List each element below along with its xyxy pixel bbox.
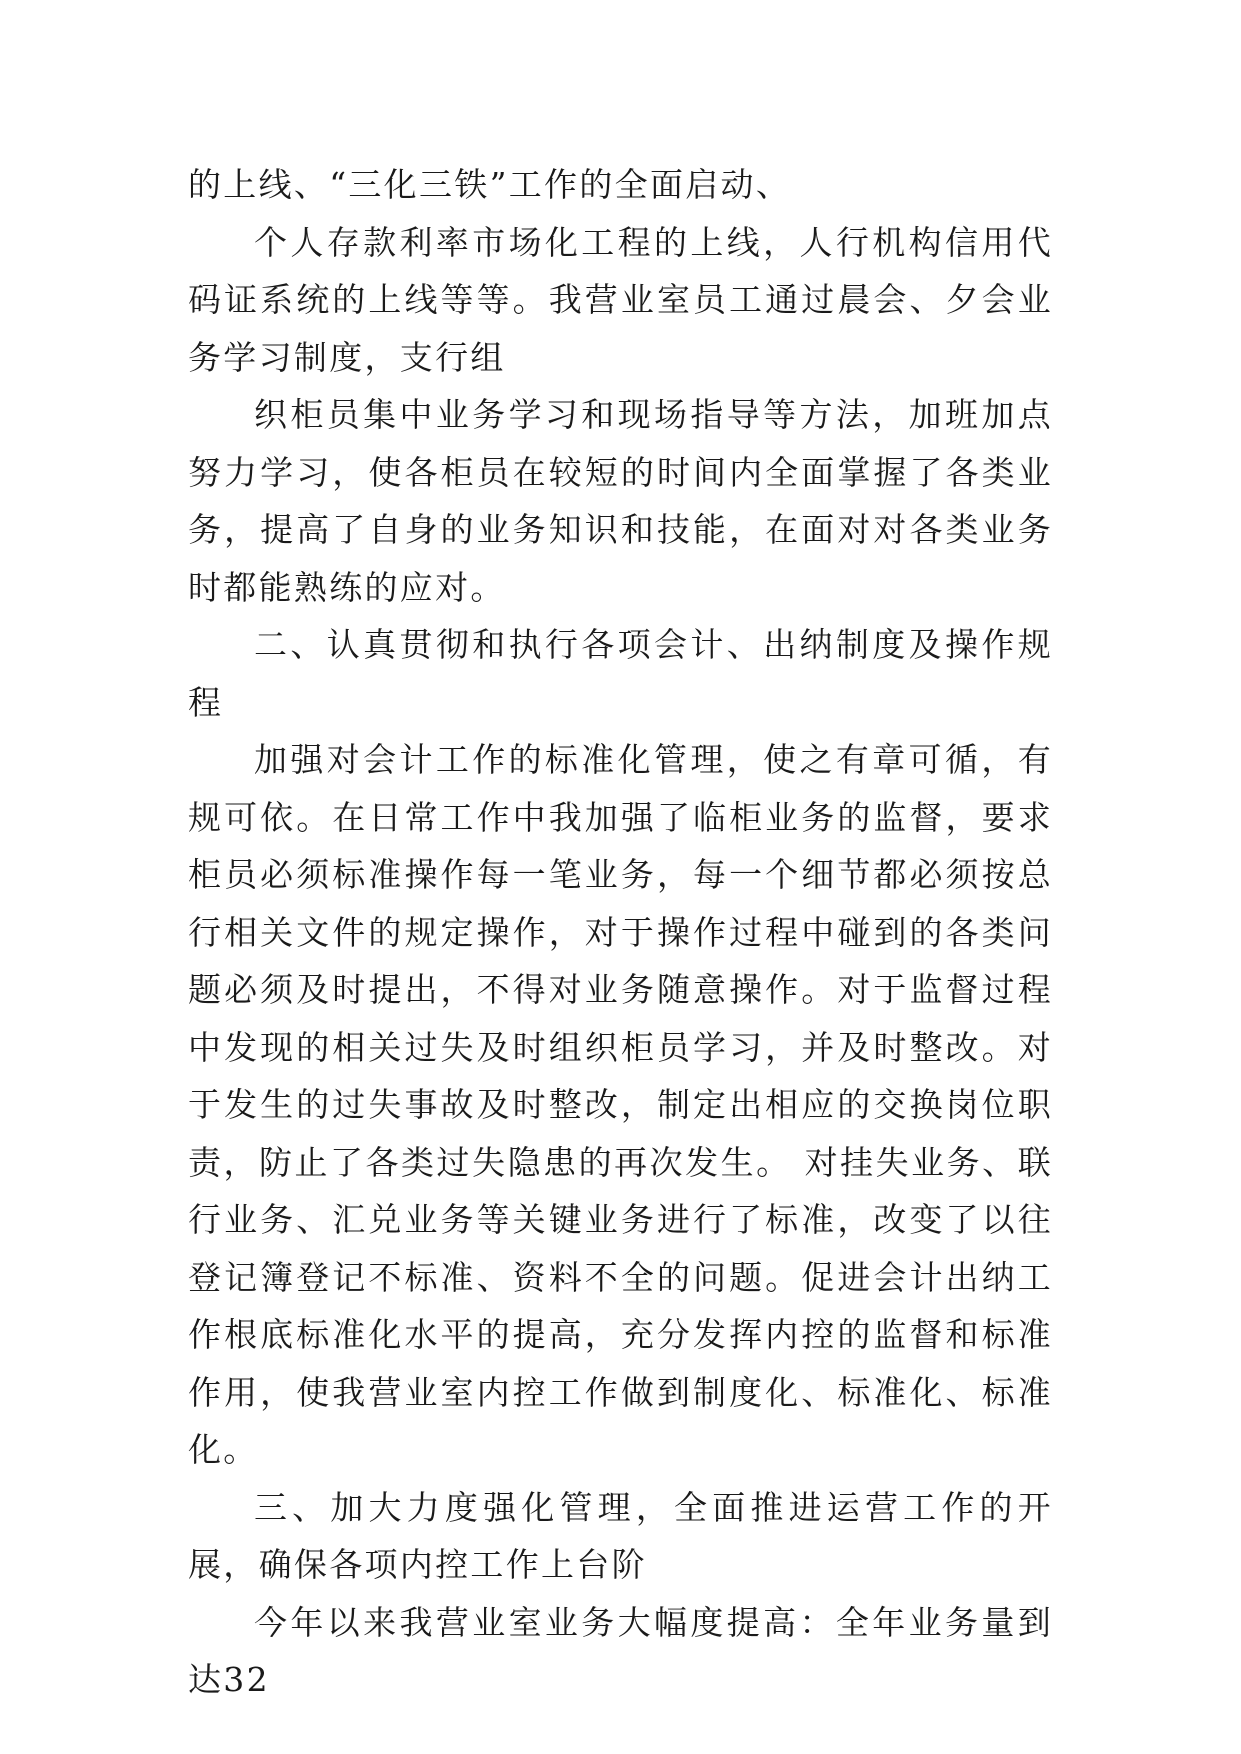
paragraph-1: 的上线、“三化三铁”工作的全面启动、 (188, 165, 792, 204)
paragraph-3: 织柜员集中业务学习和现场指导等方法，加班加点努力学习，使各柜员在较短的时间内全面掌握了各类业务，提高了自身的业务知识和技能，在面对对各类业务时都能熟练的应对。 (188, 395, 1053, 607)
paragraph-4: 加强对会计工作的标准化管理，使之有章可循，有规可依。在日常工作中我加强了临柜业务的监督，要求柜员必须标准操作每一笔业务，每一个细节都必须按总行相关文件的规定操作，对于操作过程中碰到的各类问题必须及时提出，不得对业务随意操作。对于监督过程中发现的相关过失及时组织柜员学习，并及时整改。对于发生的过失事故及时整改，制定出相应的交换岗位职责，防止了各类过失隐患的再次发生。 对挂失业务、联行业务、汇兑业务等关键业务进行了标准，改变了以往登记簿登记不标准、资料不全的问题。促进会计出纳工作根底标准化水平的提高，充分发挥内控的监督和标准作用，使我营业室内控工作做到制度化、标准化、标准化。 (188, 740, 1053, 1469)
section-heading-3: 三、加大力度强化管理，全面推进运营工作的开展，确保各项内控工作上台阶 (188, 1487, 1053, 1584)
paragraph-5: 今年以来我营业室业务大幅度提高：全年业务量到达32 (188, 1602, 1053, 1699)
section-heading-2: 二、认真贯彻和执行各项会计、出纳制度及操作规程 (188, 625, 1053, 722)
paragraph-2: 个人存款利率市场化工程的上线，人行机构信用代码证系统的上线等等。我营业室员工通过晨会、夕会业务学习制度，支行组 (188, 222, 1053, 377)
document-body (188, 156, 1053, 1709)
